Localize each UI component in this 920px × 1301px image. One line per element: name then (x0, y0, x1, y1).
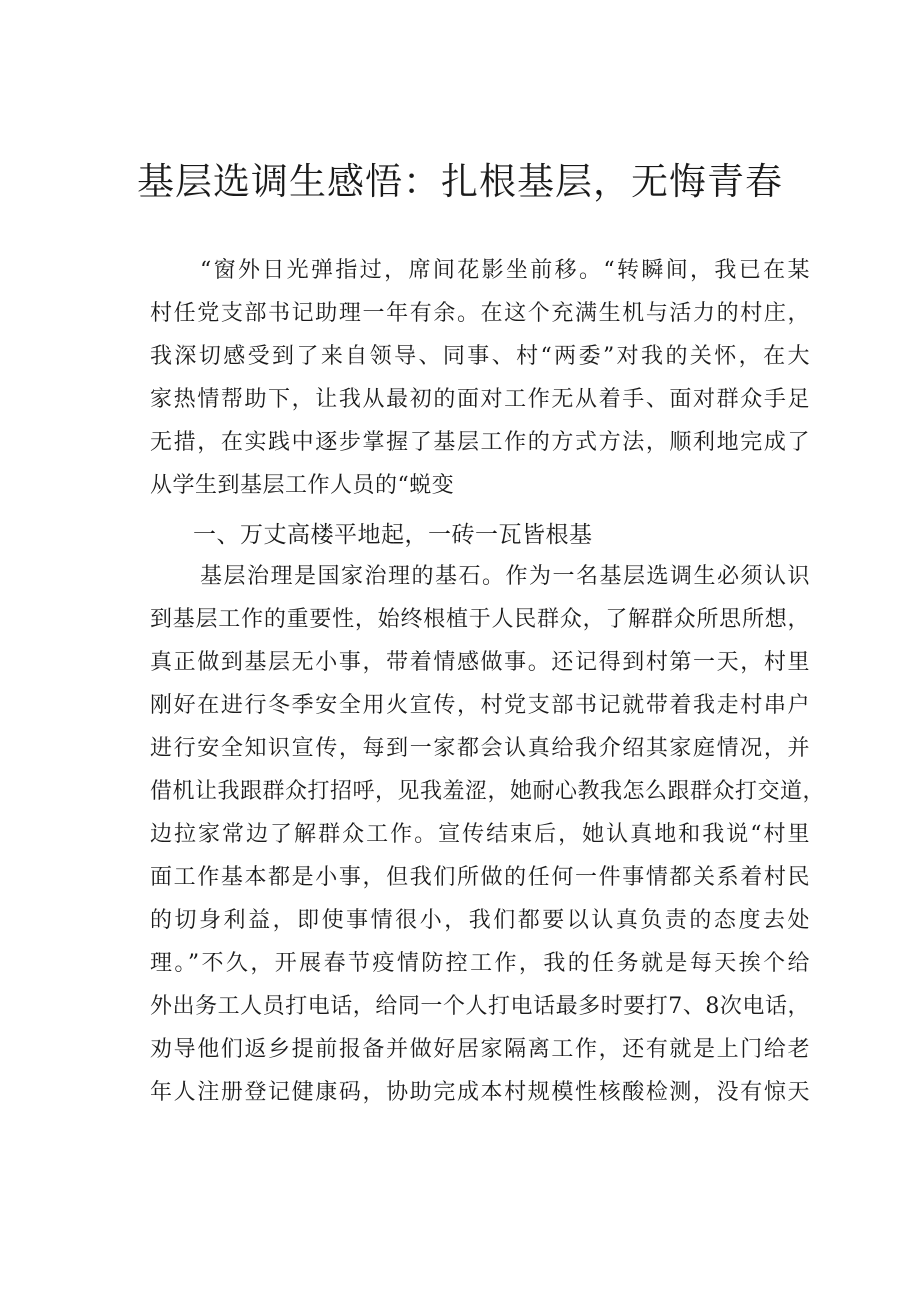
paragraph-line: 从学生到基层工作人员的“蜕变 (150, 473, 455, 498)
paragraph-line: 边拉家常边了解群众工作。宣传结束后，她认真地和我说“村里 (150, 822, 810, 847)
paragraph-line: 基层治理是国家治理的基石。作为一名基层选调生必须认识 (200, 564, 810, 589)
paragraph-line: 面工作基本都是小事，但我们所做的任何一件事情都关系着村民 (150, 865, 810, 890)
document-title: 基层选调生感悟：扎根基层，无悔青春 (137, 160, 783, 203)
paragraph-line: 年人注册登记健康码，协助完成本村规模性核酸检测，没有惊天 (150, 1080, 810, 1105)
paragraph-line: 真正做到基层无小事，带着情感做事。还记得到村第一天，村里 (150, 650, 810, 675)
paragraph-line: 我深切感受到了来自领导、同事、村“两委”对我的关怀，在大 (150, 344, 810, 369)
paragraph-line: 理。”不久，开展春节疫情防控工作，我的任务就是每天挨个给 (150, 951, 810, 976)
paragraph-line: 的切身利益，即使事情很小，我们都要以认真负责的态度去处 (150, 908, 810, 933)
paragraph-line: 到基层工作的重要性，始终根植于人民群众，了解群众所思所想， (150, 607, 810, 632)
paragraph-line: 进行安全知识宣传，每到一家都会认真给我介绍其家庭情况，并 (150, 736, 810, 761)
paragraph-line: 借机让我跟群众打招呼，见我羞涩，她耐心教我怎么跟群众打交道， (150, 779, 826, 804)
paragraph-line: 劝导他们返乡提前报备并做好居家隔离工作，还有就是上门给老 (150, 1037, 810, 1062)
section-heading: 一、万丈高楼平地起，一砖一瓦皆根基 (193, 522, 593, 548)
paragraph-line: 无措，在实践中逐步掌握了基层工作的方式方法，顺利地完成了 (150, 430, 810, 455)
paragraph-line: 家热情帮助下，让我从最初的面对工作无从着手、面对群众手足 (150, 387, 810, 412)
paragraph-line: 村任党支部书记助理一年有余。在这个充满生机与活力的村庄， (150, 301, 810, 326)
paragraph-line: “窗外日光弹指过，席间花影坐前移。“转瞬间，我已在某 (200, 258, 810, 283)
paragraph-line: 外出务工人员打电话，给同一个人打电话最多时要打7、8次电话， (150, 994, 810, 1019)
paragraph-line: 刚好在进行冬季安全用火宣传，村党支部书记就带着我走村串户 (150, 693, 810, 718)
